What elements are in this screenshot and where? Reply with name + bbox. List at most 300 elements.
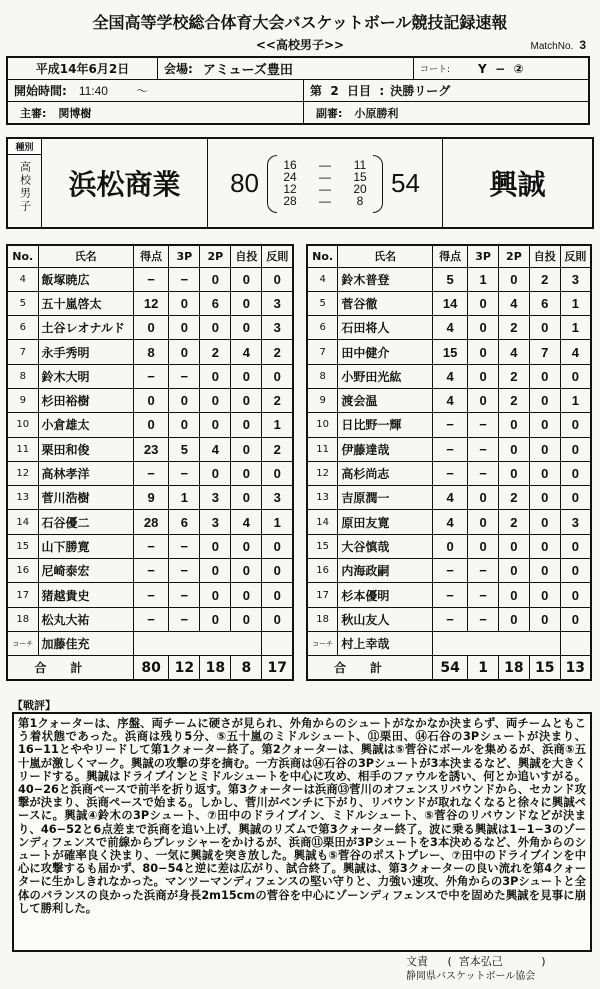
player-3p: − (169, 267, 200, 291)
player-2p: 0 (499, 534, 530, 558)
player-3p: − (169, 534, 200, 558)
player-points: − (432, 437, 467, 461)
player-fouls: 0 (262, 583, 293, 607)
coach-blank (432, 631, 560, 655)
player-fouls: 0 (262, 461, 293, 485)
player-3p: 0 (169, 388, 200, 412)
player-points: − (432, 559, 467, 583)
player-number: 17 (307, 583, 338, 607)
player-ft: 0 (231, 413, 262, 437)
player-ft: 0 (231, 388, 262, 412)
player-row (307, 437, 591, 461)
player-name: 小野田光紘 (338, 364, 433, 388)
player-ft: 0 (529, 486, 560, 510)
category-cell (8, 139, 42, 227)
player-fouls: 0 (560, 437, 591, 461)
player-number: 14 (7, 510, 38, 534)
player-points: 9 (133, 486, 168, 510)
player-2p: 0 (499, 559, 530, 583)
referee-cell (8, 102, 304, 123)
player-number: 9 (7, 388, 38, 412)
column-header: 3P (169, 245, 200, 267)
player-3p: − (468, 461, 499, 485)
player-name: 山下勝寛 (38, 534, 133, 558)
player-row (7, 340, 293, 364)
player-name: 栗田和俊 (38, 437, 133, 461)
game-date: 平成14年6月2日 (8, 58, 158, 79)
player-ft: 0 (231, 364, 262, 388)
player-2p: 4 (499, 291, 530, 315)
player-3p: − (468, 583, 499, 607)
court-label: コート: (420, 65, 451, 75)
player-row (307, 607, 591, 631)
player-fouls: 1 (560, 291, 591, 315)
player-ft: 0 (529, 316, 560, 340)
player-points: 4 (432, 364, 467, 388)
player-ft: 0 (231, 534, 262, 558)
player-row (7, 583, 293, 607)
player-points: − (133, 583, 168, 607)
player-2p: 0 (200, 364, 231, 388)
player-name: 大谷慎哉 (338, 534, 433, 558)
player-points: − (133, 559, 168, 583)
player-name: 伊藤達哉 (338, 437, 433, 461)
player-points: 15 (432, 340, 467, 364)
player-name: 飯塚暁広 (38, 267, 133, 291)
total-2p: 18 (499, 656, 530, 680)
player-points: − (432, 583, 467, 607)
stats-header-row (307, 245, 591, 267)
player-ft: 0 (231, 291, 262, 315)
team-a-score: 80 (230, 167, 259, 198)
player-ft: 2 (529, 267, 560, 291)
player-number: 13 (7, 486, 38, 510)
player-number: 11 (7, 437, 38, 461)
day-label: 第 2 日目 : (310, 84, 385, 98)
player-row (307, 583, 591, 607)
player-ft: 4 (231, 510, 262, 534)
player-row (7, 607, 293, 631)
match-number-value: 3 (579, 38, 586, 52)
player-3p: 0 (468, 388, 499, 412)
player-2p: 0 (200, 534, 231, 558)
player-ft: 0 (231, 583, 262, 607)
player-row (7, 388, 293, 412)
player-points: 14 (432, 291, 467, 315)
player-2p: 4 (499, 340, 530, 364)
umpire-label: 副審: (316, 106, 343, 120)
player-points: 4 (432, 388, 467, 412)
player-name: 杉田裕樹 (38, 388, 133, 412)
player-row (7, 316, 293, 340)
player-ft: 0 (529, 413, 560, 437)
column-header: 反則 (560, 245, 591, 267)
player-ft: 0 (231, 559, 262, 583)
player-2p: 0 (499, 413, 530, 437)
player-2p: 2 (499, 316, 530, 340)
umpire-value: 小原勝利 (354, 106, 399, 120)
player-points: − (133, 461, 168, 485)
column-header: 自投 (529, 245, 560, 267)
player-2p: 0 (200, 583, 231, 607)
player-name: 菅川浩樹 (38, 486, 133, 510)
coach-blank (560, 631, 591, 655)
quarter-separator: — (319, 194, 331, 208)
player-row (7, 534, 293, 558)
start-time-label: 開始時間: (14, 84, 67, 98)
player-fouls: 0 (560, 486, 591, 510)
player-points: 4 (432, 510, 467, 534)
player-number: 18 (307, 607, 338, 631)
player-number: 8 (307, 364, 338, 388)
player-points: 4 (432, 316, 467, 340)
total-points: 80 (133, 656, 168, 680)
player-name: 鈴木普登 (338, 267, 433, 291)
player-points: 23 (133, 437, 168, 461)
coach-blank (262, 631, 293, 655)
player-ft: 0 (231, 461, 262, 485)
player-number: 10 (7, 413, 38, 437)
player-fouls: 0 (262, 364, 293, 388)
player-2p: 2 (200, 340, 231, 364)
player-fouls: 0 (560, 583, 591, 607)
match-result-box (6, 137, 594, 229)
player-row (307, 461, 591, 485)
start-time-cell (8, 80, 304, 101)
player-fouls: 3 (262, 486, 293, 510)
player-points: 0 (432, 534, 467, 558)
player-2p: 0 (200, 267, 231, 291)
player-2p: 0 (499, 267, 530, 291)
player-row (307, 267, 591, 291)
player-3p: − (169, 583, 200, 607)
player-row (307, 340, 591, 364)
quarter-score-a: 28 (283, 194, 297, 208)
player-number: 11 (307, 437, 338, 461)
player-fouls: 0 (560, 413, 591, 437)
player-fouls: 0 (262, 534, 293, 558)
player-points: − (133, 607, 168, 631)
player-ft: 0 (529, 437, 560, 461)
player-number: 9 (307, 388, 338, 412)
player-3p: 0 (169, 291, 200, 315)
player-points: − (432, 461, 467, 485)
player-number: 6 (7, 316, 38, 340)
commentary-heading: 【戦評】 (12, 699, 56, 712)
player-3p: 0 (468, 340, 499, 364)
coach-name: 加藤佳充 (38, 631, 133, 655)
player-number: 13 (307, 486, 338, 510)
quarter-score-a: 12 (283, 182, 297, 196)
total-fouls: 13 (560, 656, 591, 680)
player-ft: 0 (529, 583, 560, 607)
player-number: 14 (307, 510, 338, 534)
player-name: 松丸大祐 (38, 607, 133, 631)
player-3p: 0 (468, 486, 499, 510)
player-fouls: 0 (262, 559, 293, 583)
player-3p: 0 (468, 510, 499, 534)
player-2p: 0 (499, 461, 530, 485)
quarter-score-b: 8 (356, 194, 364, 208)
player-2p: 2 (499, 486, 530, 510)
player-points: 0 (133, 388, 168, 412)
player-row (307, 534, 591, 558)
player-3p: 0 (169, 340, 200, 364)
player-2p: 0 (499, 583, 530, 607)
player-ft: 0 (529, 559, 560, 583)
player-name: 石田将人 (338, 316, 433, 340)
player-3p: 1 (468, 267, 499, 291)
player-name: 吉原潤一 (338, 486, 433, 510)
player-points: 28 (133, 510, 168, 534)
player-number: 15 (7, 534, 38, 558)
totals-row (7, 656, 293, 680)
quarter-separator: — (319, 158, 331, 172)
player-name: 田中健介 (338, 340, 433, 364)
player-ft: 0 (231, 316, 262, 340)
player-fouls: 1 (262, 413, 293, 437)
player-2p: 4 (200, 437, 231, 461)
quarter-score-a: 16 (283, 158, 297, 172)
player-points: 0 (133, 316, 168, 340)
column-header: 得点 (133, 245, 168, 267)
referee-label: 主審: (20, 106, 47, 120)
player-points: 12 (133, 291, 168, 315)
quarter-scores (267, 159, 383, 207)
player-points: 8 (133, 340, 168, 364)
player-3p: − (169, 607, 200, 631)
player-fouls: 0 (560, 559, 591, 583)
author-name: ( 宮本弘己 ) (447, 955, 546, 968)
player-points: − (432, 413, 467, 437)
category-label: 種別 (8, 139, 41, 155)
player-number: 17 (7, 583, 38, 607)
quarter-score-a: 24 (283, 170, 297, 184)
player-number: 16 (307, 559, 338, 583)
player-points: − (432, 607, 467, 631)
player-fouls: 2 (262, 437, 293, 461)
player-points: − (133, 364, 168, 388)
player-row (7, 364, 293, 388)
player-3p: 0 (468, 364, 499, 388)
player-fouls: 1 (560, 316, 591, 340)
player-fouls: 0 (560, 461, 591, 485)
column-header: 自投 (231, 245, 262, 267)
player-points: 0 (133, 413, 168, 437)
coach-row (307, 631, 591, 655)
stats-header-row (7, 245, 293, 267)
player-name: 尼崎泰宏 (38, 559, 133, 583)
player-2p: 0 (200, 316, 231, 340)
player-3p: − (468, 437, 499, 461)
total-3p: 1 (468, 656, 499, 680)
player-ft: 0 (231, 437, 262, 461)
player-2p: 3 (200, 510, 231, 534)
team-b-stats-table (306, 244, 592, 681)
player-number: 12 (7, 461, 38, 485)
player-2p: 0 (200, 413, 231, 437)
player-3p: − (169, 559, 200, 583)
team-b-score: 54 (391, 167, 420, 198)
player-row (7, 437, 293, 461)
player-row (7, 461, 293, 485)
player-2p: 0 (200, 607, 231, 631)
score-box (208, 139, 442, 227)
quarter-row (279, 195, 371, 207)
player-number: 4 (307, 267, 338, 291)
player-row (307, 316, 591, 340)
player-3p: 0 (468, 291, 499, 315)
player-row (307, 364, 591, 388)
quarter-score-b: 20 (353, 182, 367, 196)
info-row-referees (8, 102, 588, 123)
player-row (307, 510, 591, 534)
player-name: 石谷優二 (38, 510, 133, 534)
player-name: 五十嵐啓太 (38, 291, 133, 315)
player-3p: 0 (169, 316, 200, 340)
player-ft: 7 (529, 340, 560, 364)
player-row (307, 559, 591, 583)
player-row (7, 559, 293, 583)
player-name: 原田友寛 (338, 510, 433, 534)
player-number: 8 (7, 364, 38, 388)
player-number: 18 (7, 607, 38, 631)
player-number: 6 (307, 316, 338, 340)
player-row (7, 291, 293, 315)
player-3p: − (468, 607, 499, 631)
player-ft: 0 (529, 534, 560, 558)
player-ft: 4 (231, 340, 262, 364)
player-number: 16 (7, 559, 38, 583)
player-3p: − (169, 364, 200, 388)
player-fouls: 3 (262, 316, 293, 340)
player-name: 杉本優明 (338, 583, 433, 607)
match-number (531, 38, 586, 52)
player-2p: 6 (200, 291, 231, 315)
player-name: 渡会温 (338, 388, 433, 412)
umpire-cell (304, 102, 588, 123)
column-header: 氏名 (338, 245, 433, 267)
coach-row (7, 631, 293, 655)
venue-cell (158, 58, 414, 79)
player-name: 日比野一輝 (338, 413, 433, 437)
column-header: No. (307, 245, 338, 267)
player-fouls: 2 (262, 340, 293, 364)
player-ft: 0 (529, 510, 560, 534)
column-header: No. (7, 245, 38, 267)
totals-row (307, 656, 591, 680)
player-number: 7 (7, 340, 38, 364)
player-2p: 2 (499, 510, 530, 534)
round-cell (304, 80, 588, 101)
total-ft: 8 (231, 656, 262, 680)
player-row (7, 267, 293, 291)
player-ft: 0 (529, 607, 560, 631)
player-fouls: 0 (262, 267, 293, 291)
report-title: 全国高等学校総合体育大会バスケットボール競技記録速報 (92, 13, 508, 32)
player-ft: 0 (529, 461, 560, 485)
player-ft: 0 (529, 364, 560, 388)
player-2p: 2 (499, 388, 530, 412)
player-number: 7 (307, 340, 338, 364)
player-fouls: 1 (560, 388, 591, 412)
author-label: 文責 (406, 955, 428, 968)
player-name: 小倉雄太 (38, 413, 133, 437)
player-3p: 0 (468, 534, 499, 558)
player-2p: 0 (200, 461, 231, 485)
player-name: 高林孝洋 (38, 461, 133, 485)
venue-label: 会場: (164, 62, 193, 76)
player-fouls: 0 (560, 607, 591, 631)
player-fouls: 3 (560, 267, 591, 291)
info-row-date-venue (8, 58, 588, 80)
player-3p: 6 (169, 510, 200, 534)
court-cell (414, 58, 588, 79)
match-number-label: MatchNo. (530, 41, 574, 52)
player-ft: 0 (231, 607, 262, 631)
player-name: 猪越貴史 (38, 583, 133, 607)
player-2p: 0 (200, 559, 231, 583)
player-fouls: 3 (560, 510, 591, 534)
player-2p: 2 (499, 364, 530, 388)
column-header: 反則 (262, 245, 293, 267)
player-number: 5 (307, 291, 338, 315)
player-name: 高杉尚志 (338, 461, 433, 485)
player-fouls: 0 (560, 364, 591, 388)
player-2p: 0 (499, 607, 530, 631)
player-name: 内海政嗣 (338, 559, 433, 583)
player-points: 5 (432, 267, 467, 291)
player-points: − (133, 534, 168, 558)
player-3p: 0 (468, 316, 499, 340)
column-header: 氏名 (38, 245, 133, 267)
quarter-separator: — (319, 170, 331, 184)
player-3p: 0 (169, 413, 200, 437)
player-row (307, 486, 591, 510)
total-2p: 18 (200, 656, 231, 680)
commentary-text: 第1クォーターは、序盤、両チームに硬さが見られ、外角からのシュートがなかなか決まらず、両チームともこう着状態であった。浜商は残り5分、⑤五十嵐のミドルシュート、⑪栗田、⑭石谷の3Pシュートが決まり、16−11とややリードして第1クォーター終了。第2クォーターは、興誠は⑤菅谷にボールを集めるが、浜商⑤五十嵐が激しくマーク。興誠の攻撃の芽を摘む。一方浜商は⑭石谷の3Pシュートが3本決まるなど、興誠を大きくリードする。興誠はドライブインとミドルシュートを中心に攻め、相手のファウルを誘い、何とか追いすがる。40−26と浜商ペースで前半を折り返す。第3クォーターは浜商⑬菅川のオフェンスリバウンドから、セカンド攻撃が決まり、浜商ペースで始まる。しかし、菅川がベンチに下がり、リバウンドが取れなくなると徐々に興誠ペースに。興誠④鈴木の3Pシュート、⑦田中のドライブイン、ミドルシュート、⑤菅谷のリバウンドなどが決まり、46−52と6点差まで浜商を追い上げ、興誠のリズムで第3クォーター終了。波に乗る興誠は1−1−3のゾーンディフェンスで前線からプレッシャーをかけるが、浜商⑪栗田が3Pシュートを3本決めるなど、外角からのシュートが確率良く決まり、一気に興誠を突き放した。興誠も⑤菅谷のポストプレー、⑦田中のドライブインを中心に攻撃するも届かず、80−54と逆に差は広がり、試合終了。興誠は、第3クォーターの良い流れを第4クォーターに生かしきれなかった。マンツーマンディフェンスの堅い守りと、力強い速攻、外角からの3Pシュートと全体のバランスの良かった浜商が身長2m15cmの菅谷を中心にゾーンディフェンスで中を固めた興誠を見事に崩して勝利した。 (12, 712, 592, 952)
player-number: 12 (307, 461, 338, 485)
total-3p: 12 (169, 656, 200, 680)
player-points: 4 (432, 486, 467, 510)
coach-blank (133, 631, 262, 655)
player-3p: − (468, 559, 499, 583)
total-fouls: 17 (262, 656, 293, 680)
player-ft: 0 (231, 486, 262, 510)
player-number: 15 (307, 534, 338, 558)
player-row (7, 486, 293, 510)
start-time-tilde: 〜 (135, 84, 148, 98)
player-row (307, 388, 591, 412)
team-a-stats-table (6, 244, 294, 681)
player-row (307, 291, 591, 315)
player-3p: − (468, 413, 499, 437)
column-header: 得点 (432, 245, 467, 267)
player-name: 土谷レオナルド (38, 316, 133, 340)
team-b-name: 興誠 (442, 139, 592, 227)
player-number: 10 (307, 413, 338, 437)
team-a-name: 浜松商業 (42, 139, 208, 227)
total-ft: 15 (529, 656, 560, 680)
player-2p: 0 (499, 437, 530, 461)
player-ft: 6 (529, 291, 560, 315)
player-name: 菅谷徹 (338, 291, 433, 315)
player-number: 4 (7, 267, 38, 291)
coach-label: コーチ (307, 631, 338, 655)
player-3p: 1 (169, 486, 200, 510)
player-number: 5 (7, 291, 38, 315)
totals-label: 合計 (307, 656, 432, 680)
